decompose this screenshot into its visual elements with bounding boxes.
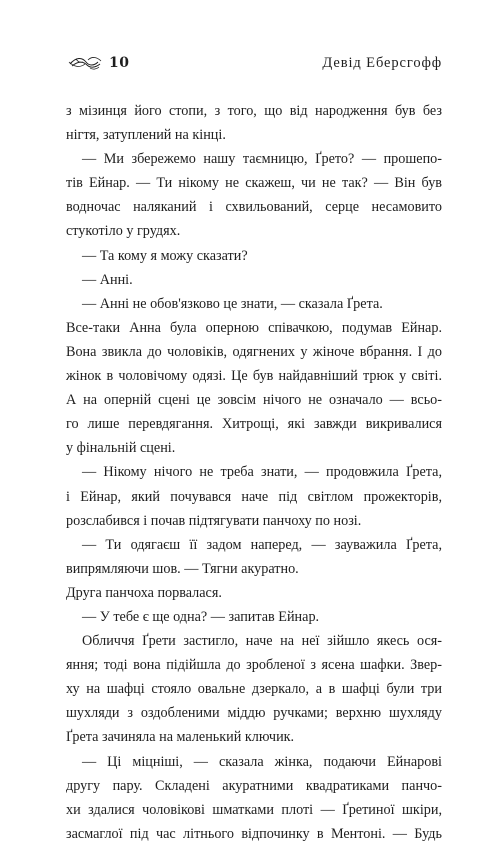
text-line: випрямляючи шов. — Тягни акуратно. bbox=[66, 560, 299, 577]
body-text bbox=[66, 99, 442, 846]
text-line: Ґрета зачиняла на маленький ключик. bbox=[66, 729, 295, 746]
text-line: засмаглої під час літнього відпочинку в Ментоні. — Будь bbox=[66, 825, 442, 842]
text-line: Все-таки Анна була оперною співачкою, подумав Ейнар. bbox=[66, 319, 442, 336]
text-line: у фінальній сцені. bbox=[66, 440, 176, 457]
text-line: тів Ейнар. — Ти нікому не скажеш, чи не так? — Він був bbox=[66, 175, 442, 192]
text-line: ху на шафці стояло овальне дзеркало, а в шафці були три bbox=[66, 681, 442, 698]
text-line: з мізинця його стопи, з того, що від народження був без bbox=[66, 103, 442, 119]
text-line: нігтя, затуплений на кінці. bbox=[66, 127, 226, 144]
text-line: — У тебе є ще одна? — запитав Ейнар. bbox=[82, 608, 320, 625]
text-line: жінок в чоловічому одязі. Це був найдавніший трюк у світі. bbox=[66, 368, 442, 385]
text-line: го лише перевдягання. Хитрощі, які завжди викривалися bbox=[66, 416, 442, 433]
text-line: яння; тоді вона підійшла до зробленої з ясена шафки. Звер- bbox=[66, 657, 442, 674]
text-line: водночас наляканий і схвильований, серце несамовито bbox=[66, 199, 442, 216]
text-line: — Ти одягаєш її задом наперед, — зауважила Ґрета, bbox=[82, 536, 442, 553]
text-line: хи здалися чоловікові шматками плоті — Ґретиної шкіри, bbox=[66, 801, 442, 818]
text-line: Вона звикла до чоловіків, одягнених у жіноче вбрання. І до bbox=[66, 343, 442, 360]
text-line: і Ейнар, який почувався наче під світлом прожекторів, bbox=[66, 488, 442, 505]
text-line: розслабився і почав підтягувати панчоху по нозі. bbox=[66, 512, 362, 529]
text-line: — Та кому я можу сказати? bbox=[82, 247, 248, 264]
text-line: Друга панчоха порвалася. bbox=[66, 584, 222, 601]
text-line: — Анні. bbox=[82, 271, 133, 288]
text-line: — Ці міцніші, — сказала жінка, подаючи Ейнарові bbox=[82, 753, 442, 770]
text-line: стукотіло у грудях. bbox=[66, 223, 181, 240]
page-header bbox=[68, 53, 442, 73]
text-line: — Ми збережемо нашу таємницю, Ґрето? — прошепо- bbox=[82, 151, 442, 168]
text-line: — Анні не обов'язково це знати, — сказала Ґрета. bbox=[82, 295, 383, 312]
flourish-ornament-icon bbox=[68, 53, 102, 73]
text-line: Обличчя Ґрети застигло, наче на неї зійшло якесь ося- bbox=[82, 633, 442, 650]
running-head-author: Девід Еберсгофф bbox=[322, 55, 442, 71]
page-number: 10 bbox=[109, 55, 130, 71]
text-line: шухляди з оздобленими міддю ручками; верхню шухляду bbox=[66, 705, 442, 722]
text-line: А на оперній сцені це зовсім нічого не означало — всьо- bbox=[66, 392, 442, 409]
text-line: другу пару. Складені акуратними квадратиками панчо- bbox=[66, 777, 442, 794]
text-line: — Нікому нічого не треба знати, — продовжила Ґрета, bbox=[82, 464, 442, 481]
